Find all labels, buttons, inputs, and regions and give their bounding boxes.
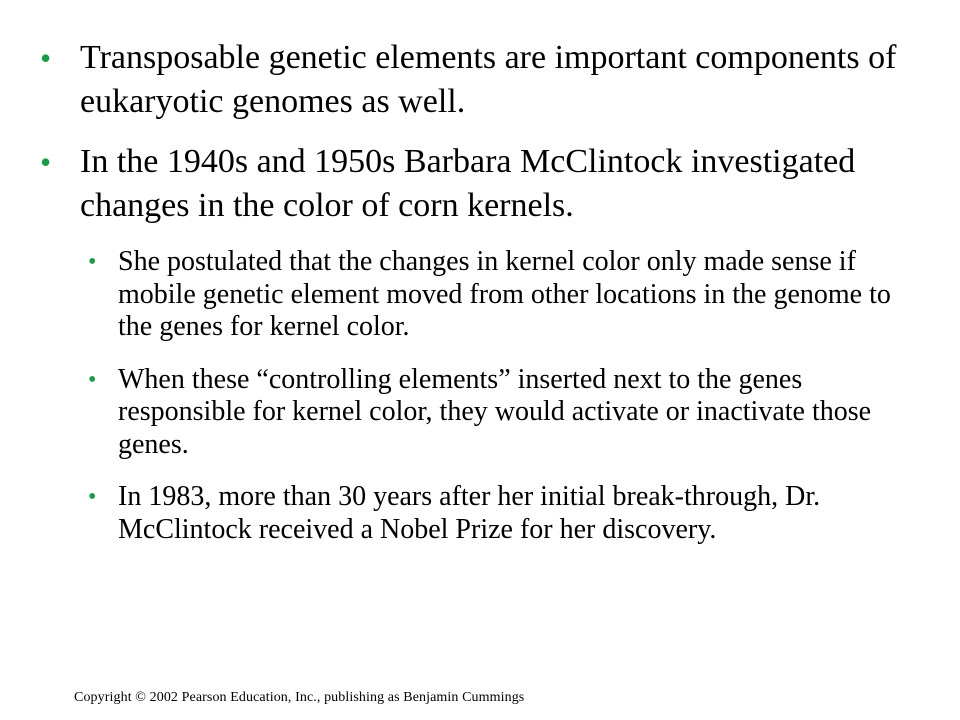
sub-bullet-text: In 1983, more than 30 years after her initial break-through, Dr. McClintock received a Nobel Prize for her discovery. [118,481,821,545]
copyright-footer: Copyright © 2002 Pearson Education, Inc., publishing as Benjamin Cummings [74,690,525,705]
sub-bullet-text: When these “controlling elements” inserted next to the genes responsible for kernel color, they would activate or inactivate those genes. [118,363,872,460]
bullet-list [40,36,940,566]
bullet-item [40,140,940,546]
sub-bullet-item [80,481,918,546]
sub-bullet-icon: • [88,484,97,510]
bullet-icon: • [40,144,52,180]
bullet-text: In the 1940s and 1950s Barbara McClintock investigated changes in the color of corn kernels. [80,143,856,224]
sub-bullet-icon: • [88,366,97,393]
sub-bullet-icon: • [88,249,97,275]
sub-bullet-text: She postulated that the changes in kernel color only made sense if mobile genetic element moved from other locations in the genome to the genes for kernel color. [118,246,891,342]
sub-bullet-list [80,246,940,546]
bullet-text: Transposable genetic elements are important components of eukaryotic genomes as well. [80,39,897,120]
sub-bullet-item [80,364,918,462]
bullet-item [40,36,940,124]
bullet-icon: • [40,40,52,76]
sub-bullet-item [80,246,918,344]
